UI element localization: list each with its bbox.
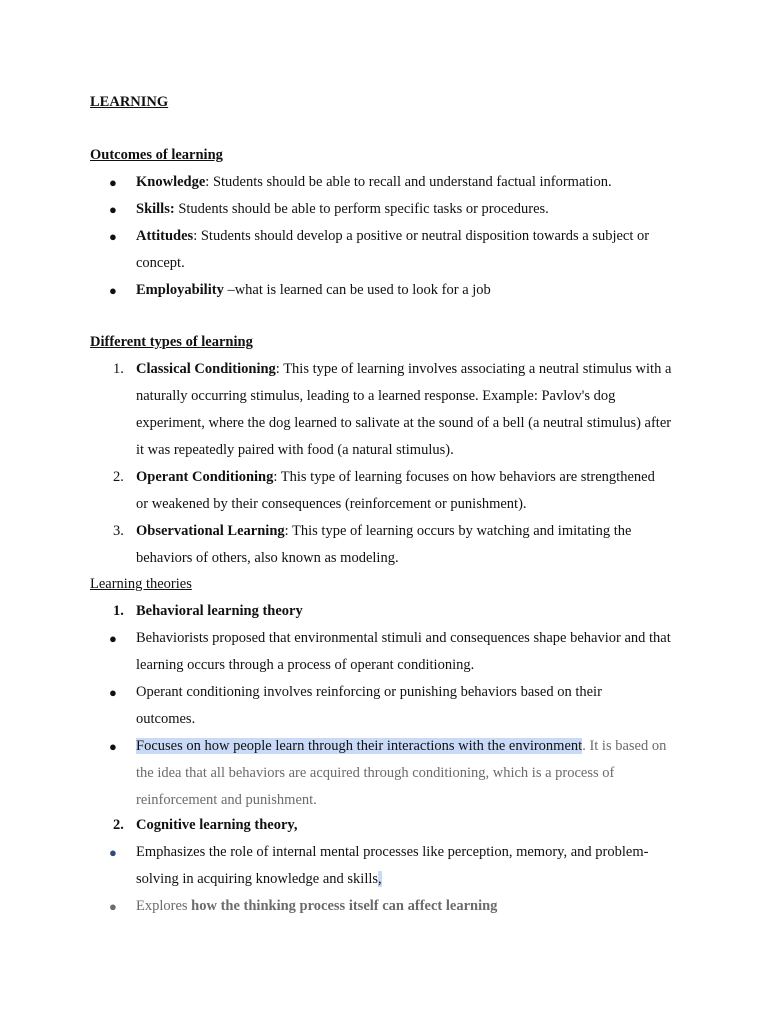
- bullet-icon: ●: [109, 283, 117, 298]
- bullet-icon: ●: [109, 739, 117, 754]
- type-item-operant: 2. Operant Conditioning: This type of learning focuses on how behaviors are strengthened or weakened by their consequences (reinforcement or punishment).: [113, 469, 655, 512]
- outcome-item-attitudes: ● Attitudes: Students should develop a positive or neutral disposition towards a subject or concept.: [136, 223, 696, 277]
- behavioral-theory-title: 1. Behavioral learning theory: [113, 603, 303, 619]
- outcomes-heading: Outcomes of learning: [90, 147, 223, 163]
- type-item-classical: 1. Classical Conditioning: This type of learning involves associating a neutral stimulus with a naturally occurring stimulus, leading to a learned response. Example: Pavlov's dog experiment, where the dog learned to salivate at the sound of a bell (a neutral stimulus) after it was repeatedly paired with food (a natural stimulus).: [113, 361, 672, 458]
- bullet-icon: ●: [109, 845, 117, 860]
- outcome-item-knowledge: ● Knowledge: Students should be able to recall and understand factual information.: [136, 169, 696, 196]
- outcome-item-employability: ● Employability –what is learned can be used to look for a job: [136, 277, 696, 304]
- behavioral-bullet-3: ● Focuses on how people learn through their interactions with the environment. It is based on the idea that all behaviors are acquired through conditioning, which is a process of reinforcement and punishment.: [136, 733, 676, 814]
- type-item-observational: 3. Observational Learning: This type of learning occurs by watching and imitating the behaviors of others, also known as modeling.: [113, 523, 632, 566]
- theories-heading: Learning theories: [90, 576, 192, 592]
- bullet-icon: ●: [109, 899, 117, 914]
- cognitive-bullet-2: ● Explores how the thinking process itself can affect learning: [136, 893, 696, 920]
- behavioral-bullet-2: ● Operant conditioning involves reinforcing or punishing behaviors based on their outcomes.: [136, 679, 636, 733]
- bullet-icon: ●: [109, 685, 117, 700]
- cognitive-theory-title: 2. Cognitive learning theory,: [113, 817, 298, 833]
- outcome-item-skills: ● Skills: Students should be able to perform specific tasks or procedures.: [136, 196, 696, 223]
- text-highlight: Focuses on how people learn through their interactions with the environment: [136, 738, 583, 754]
- types-heading: Different types of learning: [90, 334, 253, 350]
- bullet-icon: ●: [109, 175, 117, 190]
- cognitive-bullet-1: ● Emphasizes the role of internal mental processes like perception, memory, and problem-solving in acquiring knowledge and skills,: [136, 839, 681, 893]
- bullet-icon: ●: [109, 631, 117, 646]
- document-title: LEARNING: [90, 94, 169, 110]
- bullet-icon: ●: [109, 229, 117, 244]
- bullet-icon: ●: [109, 202, 117, 217]
- behavioral-bullet-1: ● Behaviorists proposed that environmental stimuli and consequences shape behavior and that learning occurs through a process of operant conditioning.: [136, 625, 681, 679]
